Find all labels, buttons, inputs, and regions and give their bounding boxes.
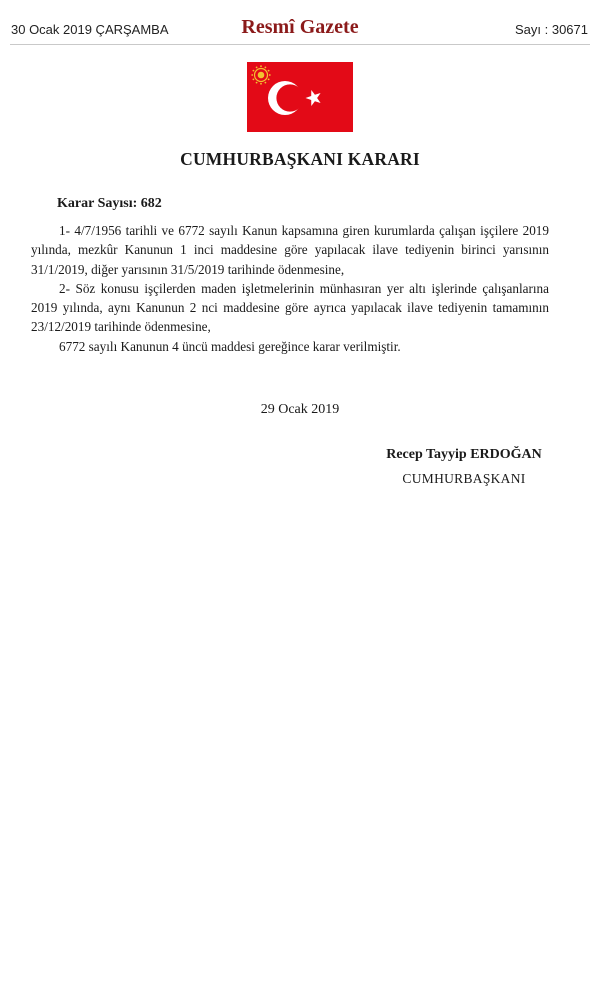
gazette-title: Resmî Gazete [241, 16, 359, 38]
signatory-title: CUMHURBAŞKANI [402, 471, 526, 486]
paragraph-3: 6772 sayılı Kanunun 4 üncü maddesi gereğince karar verilmiştir. [59, 338, 401, 354]
document-title: CUMHURBAŞKANI KARARI [180, 149, 420, 169]
turkish-flag-icon [247, 62, 353, 132]
signatory-name: Recep Tayyip ERDOĞAN [386, 447, 542, 462]
issue-number: Sayı : 30671 [515, 22, 588, 37]
publication-date: 30 Ocak 2019 ÇARŞAMBA [11, 22, 169, 37]
gazette-header [0, 0, 600, 46]
header-divider [10, 44, 590, 45]
paragraph-2: 2- Söz konusu işçilerden maden işletmelerinin münhasıran yer altı işlerinde çalışanlarına 2019 yılında, aynı Kanunun 2 nci maddesine göre ayrıca yapılacak ilave tediyenin tamamının 23/12/2019 tarihinde ödenmesine, [31, 280, 549, 335]
decision-number: Karar Sayısı: 682 [57, 196, 162, 211]
paragraph-1: 1- 4/7/1956 tarihli ve 6772 sayılı Kanun kapsamına giren kurumlarda çalışan işçilere 2019 yılında, mezkûr Kanunun 1 inci maddesine göre yapılacak ilave tediyenin birinci yarısının 31/1/2019, diğer yarısının 31/5/2019 tarihinde ödenmesine, [31, 223, 549, 277]
decision-body [31, 221, 549, 356]
signature-date: 29 Ocak 2019 [260, 402, 340, 417]
